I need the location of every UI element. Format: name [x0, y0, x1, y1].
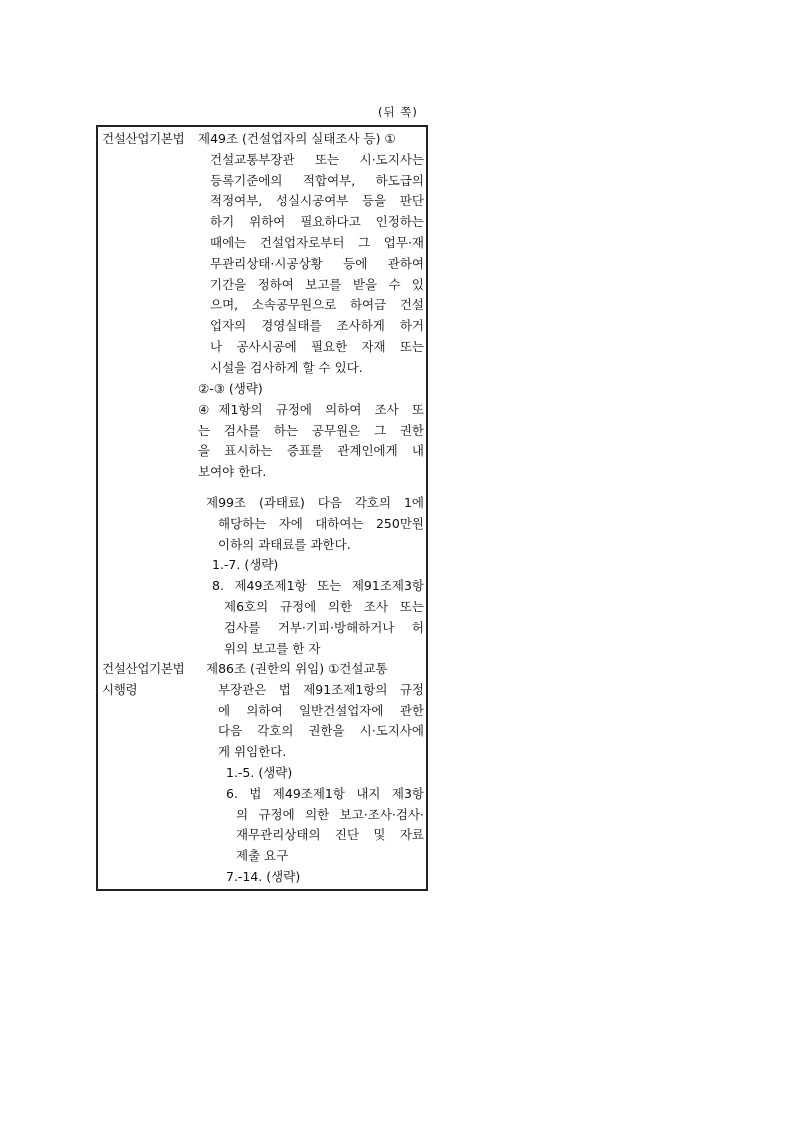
- text-line: 해당하는 자에 대하여는 250만원: [218, 515, 424, 531]
- text-line: 나 공사시공에 필요한 자재 또는: [210, 338, 424, 354]
- text-line: 제출 요구: [236, 848, 289, 864]
- law-name-1: [102, 129, 184, 150]
- text-line: 무관리상태·시공상황 등에 관하여: [210, 255, 424, 271]
- article-86-heading: 제86조 (권한의 위임) ①건설교통: [206, 661, 388, 676]
- text-line: 부장관은 법 제91조제1항의 규정: [218, 681, 424, 697]
- text-line: 에 의하여 일반건설업자에 관한: [218, 702, 424, 718]
- law-name-2: [102, 659, 184, 701]
- text-line: 제6호의 규정에 의한 조사 또는: [224, 598, 424, 614]
- text-line: 업자의 경영실태를 조사하게 하거: [210, 318, 424, 334]
- text-line: 7.-14. (생략): [226, 868, 301, 884]
- law-name-line: 건설산업기본법: [102, 131, 185, 146]
- text-line: 의 규정에 의한 보고·조사·검사·: [236, 806, 424, 822]
- article-99-block: [206, 493, 424, 659]
- article-86-block: [206, 659, 424, 888]
- text-line: 위의 보고를 한 자: [224, 640, 321, 656]
- text-line: 기간을 정하여 보고를 받을 수 있: [210, 276, 424, 292]
- text-line: 8. 제49조제1항 또는 제91조제3항: [212, 578, 424, 594]
- law-name-line: 건설산업기본법: [102, 661, 185, 676]
- text-line: 검사를 거부·기피·방해하거나 허: [224, 619, 424, 635]
- article-49-heading: 제49조 (건설업자의 실태조사 등) ①: [198, 131, 396, 146]
- law-name-line: 시행령: [102, 681, 138, 697]
- text-line: ②-③ (생략): [198, 381, 263, 396]
- text-line: 건설교통부장관 또는 시·도지사는: [210, 151, 424, 167]
- text-line: 때에는 건설업자로부터 그 업무·재: [210, 234, 424, 250]
- text-line: 는 검사를 하는 공무원은 그 권한: [198, 422, 424, 438]
- text-line: 게 위임한다.: [218, 744, 287, 760]
- article-99-heading: 제99조 (과태료) 다음 각호의 1에: [206, 495, 424, 510]
- article-49-block: [198, 129, 424, 379]
- article-49-rest-block: [198, 379, 424, 483]
- text-line: 시설을 검사하게 할 수 있다.: [210, 359, 363, 375]
- text-line: 등록기준에의 적합여부, 하도급의: [210, 172, 424, 188]
- text-line: 재무관리상태의 진단 및 자료: [236, 827, 424, 843]
- page-side-label: (뒤 쪽): [378, 105, 418, 119]
- text-line: 을 표시하는 증표를 관계인에게 내: [198, 443, 424, 459]
- text-line: 1.-5. (생략): [226, 764, 293, 780]
- text-line: 보여야 한다.: [198, 464, 267, 480]
- text-line: 6. 법 제49조제1항 내지 제3항: [226, 785, 424, 801]
- text-line: 적정여부, 성실시공여부 등을 판단: [210, 193, 424, 209]
- text-line: 하기 위하여 필요하다고 인정하는: [210, 214, 424, 230]
- text-line: 다음 각호의 권한을 시·도지사에: [218, 723, 424, 739]
- text-line: ④제1항의 규정에 의하여 조사 또: [198, 401, 424, 417]
- text-line: 이하의 과태료를 과한다.: [218, 536, 351, 552]
- text-line: 1.-7. (생략): [212, 557, 279, 573]
- text-line: 으며, 소속공무원으로 하여금 건설: [210, 297, 424, 313]
- law-comparison-table: [96, 125, 428, 891]
